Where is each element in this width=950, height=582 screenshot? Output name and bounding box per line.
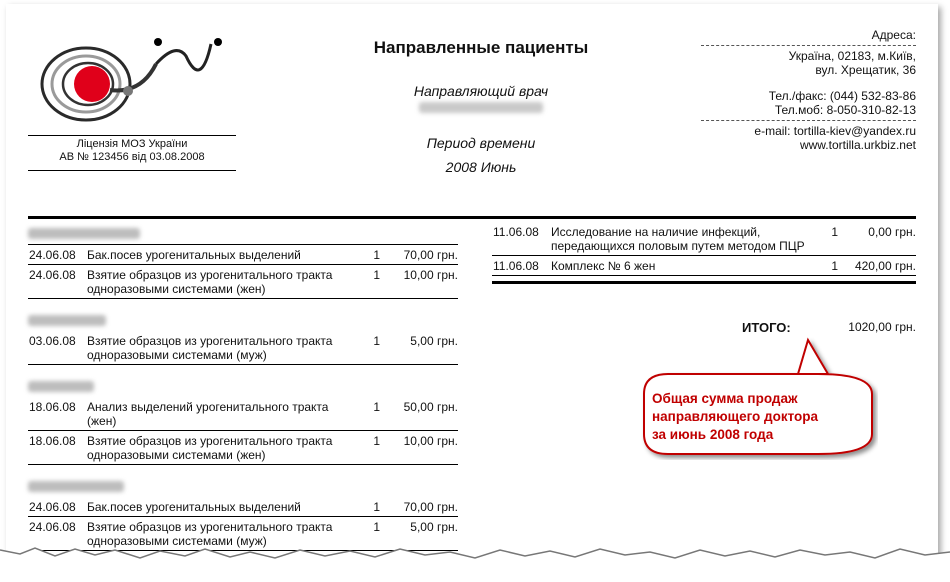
callout-line-2: направляющего доктора — [652, 409, 819, 424]
patient-name-redacted — [28, 375, 458, 397]
address-label: Адреса: — [871, 28, 916, 42]
license-top-rule — [28, 135, 236, 136]
address-block — [701, 28, 916, 152]
patient-name-redacted — [28, 309, 458, 331]
total-rule — [492, 281, 916, 284]
callout-line-1: Общая сумма продаж — [652, 391, 798, 406]
callout-line-3: за июнь 2008 года — [652, 427, 774, 442]
total-label: ИТОГО: — [742, 320, 791, 335]
table-row: 11.06.08 Исследование на наличие инфекций, передающихся половым путем методом ПЦР 1 0,00 грн. — [492, 222, 916, 256]
license-text — [28, 138, 236, 164]
address-line-1: Україна, 02183, м.Київ, — [788, 49, 916, 63]
license-bottom-rule — [28, 170, 236, 171]
torn-edge — [0, 540, 950, 582]
email: e-mail: tortilla-kiev@yandex.ru — [754, 124, 916, 138]
license-line-1: Ліцензія МОЗ України — [76, 138, 188, 150]
patient-name-redacted — [28, 475, 458, 497]
table-row: 18.06.08 Взятие образцов из урогенитального тракта одноразовыми системами (жен) 1 10,00 грн. — [28, 431, 458, 465]
right-column — [492, 222, 916, 284]
page-title: Направленные пациенты — [373, 38, 589, 57]
divider — [701, 45, 916, 46]
license-line-2: АВ № 123456 від 03.08.2008 — [59, 151, 205, 163]
period-value: 2008 Июнь — [445, 159, 517, 175]
table-row: 18.06.08 Анализ выделений урогенитального тракта (жен) 1 50,00 грн. — [28, 397, 458, 431]
total-value: 1020,00 грн. — [848, 320, 916, 334]
callout-text — [652, 390, 872, 444]
table-row: 24.06.08 Взятие образцов из урогенитального тракта одноразовыми системами (жен) 1 10,00 грн. — [28, 265, 458, 299]
table-row: 24.06.08 Взятие образцов из урогенитального тракта одноразовыми системами (муж) 1 5,00 грн. — [28, 517, 458, 551]
report-sheet — [6, 4, 938, 564]
period-label: Период времени — [426, 135, 536, 151]
divider — [701, 120, 916, 121]
table-row: 24.06.08 Бак.посев урогенитальных выделений 1 70,00 грн. — [28, 497, 458, 517]
address-line-2: вул. Хрещатик, 36 — [815, 63, 916, 77]
phone-fax: Тел./факс: (044) 532-83-86 — [768, 89, 916, 103]
section-rule — [28, 216, 916, 219]
clinic-logo — [36, 34, 231, 134]
patient-name-redacted — [28, 222, 458, 244]
doctor-name-redacted — [306, 100, 656, 114]
doctor-label: Направляющий врач — [413, 83, 549, 99]
website: www.tortilla.urkbiz.net — [799, 138, 916, 152]
phone-mobile: Тел.моб: 8-050-310-82-13 — [774, 103, 916, 117]
table-row: 03.06.08 Взятие образцов из урогенитального тракта одноразовыми системами (муж) 1 5,00 грн. — [28, 331, 458, 365]
table-row: 11.06.08 Комплекс № 6 жен 1 420,00 грн. — [492, 256, 916, 276]
left-column — [28, 222, 458, 551]
table-row: 24.06.08 Бак.посев урогенитальных выделений 1 70,00 грн. — [28, 244, 458, 265]
